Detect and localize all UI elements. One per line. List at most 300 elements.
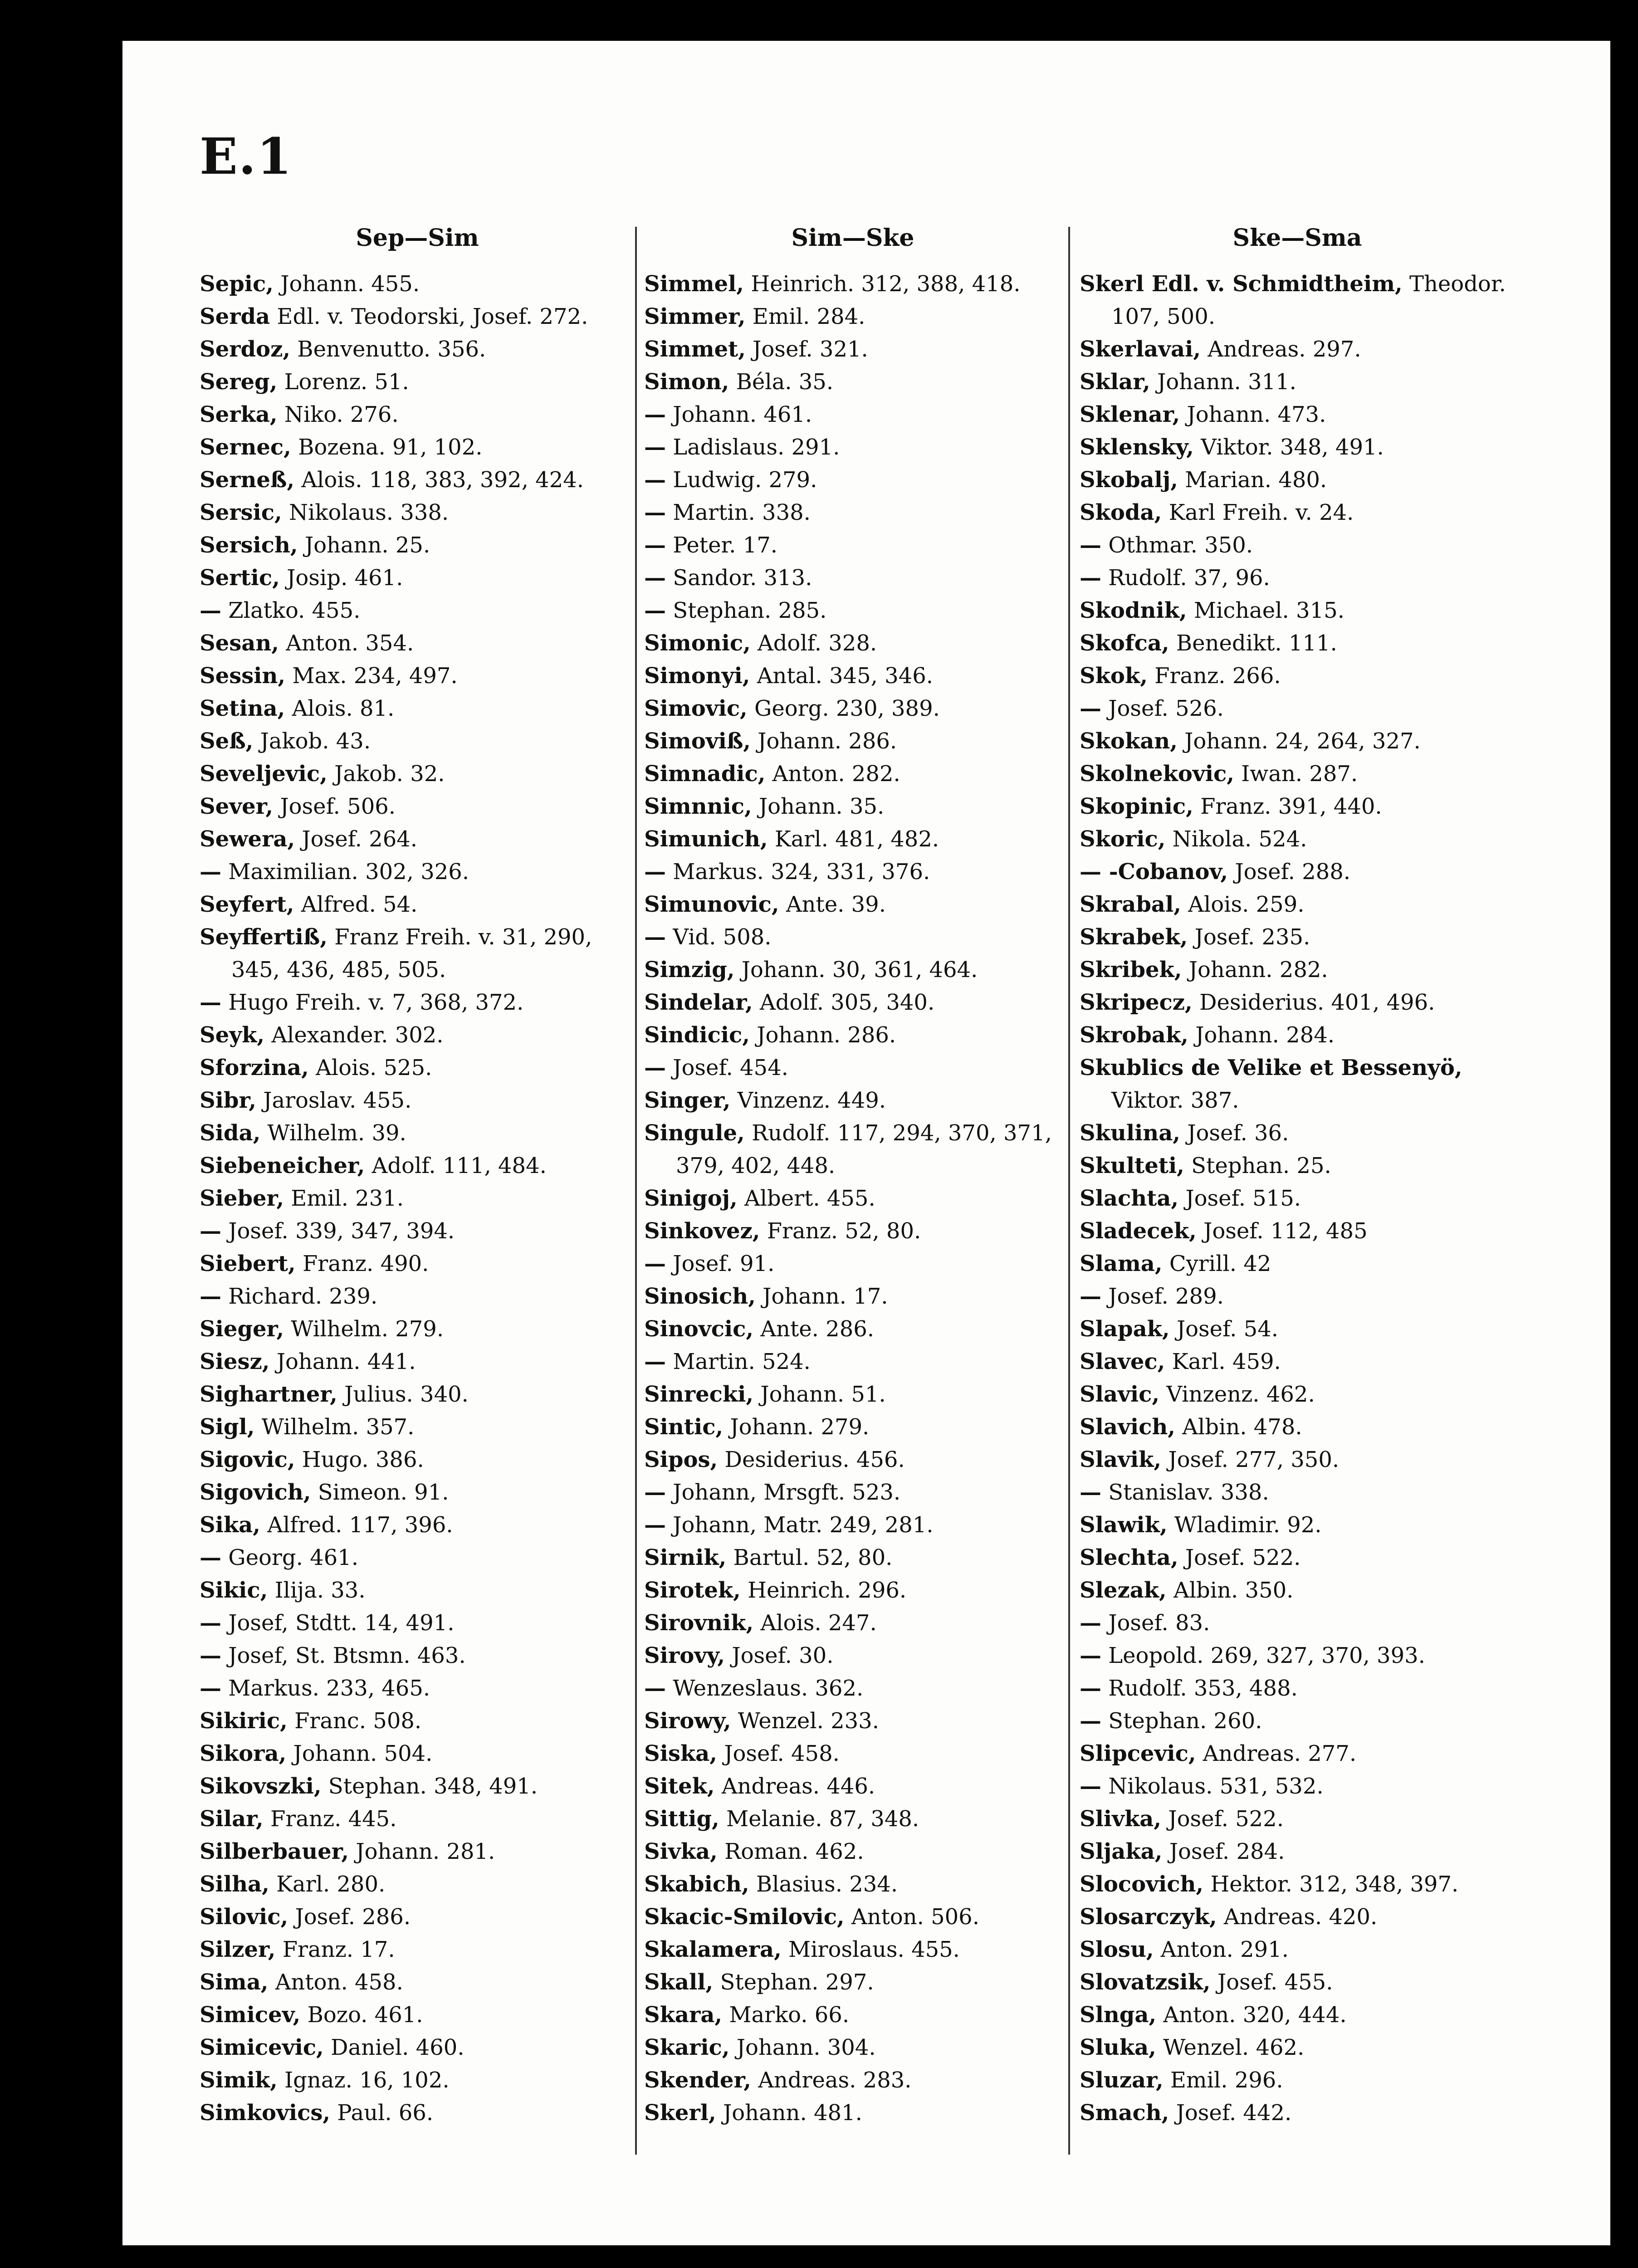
index-entry xyxy=(1080,1803,1515,1835)
entry-details: 379, 402, 448. xyxy=(676,1153,836,1178)
entry-name: — xyxy=(1080,1480,1101,1505)
entry-details: Wladimir. 92. xyxy=(1167,1512,1322,1538)
entry-details: Josef. 83. xyxy=(1101,1610,1210,1636)
entry-name: — xyxy=(644,533,666,558)
entry-name: — xyxy=(200,598,221,623)
entry-name: Sirovnik, xyxy=(644,1610,754,1636)
entry-details: Josef. 284. xyxy=(1162,1839,1285,1864)
entry-name: Sklenar, xyxy=(1080,402,1180,427)
entry-list xyxy=(1080,268,1515,2129)
entry-name: Sikovszki, xyxy=(200,1774,322,1799)
entry-details: Wilhelm. 357. xyxy=(254,1414,415,1440)
index-entry xyxy=(200,1345,635,1378)
entry-name: Simnnic, xyxy=(644,794,752,819)
index-entry xyxy=(1080,790,1515,823)
entry-details: Georg. 230, 389. xyxy=(747,696,940,721)
index-entry xyxy=(1080,1999,1515,2031)
entry-details: Rudolf. 353, 488. xyxy=(1101,1676,1298,1701)
entry-name: Skoda, xyxy=(1080,500,1162,525)
entry-details: Josef. 277, 350. xyxy=(1161,1447,1340,1472)
entry-name: Skrabek, xyxy=(1080,924,1188,950)
entry-details: Johann. 311. xyxy=(1150,369,1296,395)
entry-name: Sintic, xyxy=(644,1414,724,1440)
entry-details: Josef, Stdtt. 14, 491. xyxy=(221,1610,455,1636)
index-entry xyxy=(1080,1607,1515,1639)
entry-name: Silar, xyxy=(200,1806,264,1832)
entry-details: Nikolaus. 531, 532. xyxy=(1101,1774,1324,1799)
entry-details: Melanie. 87, 348. xyxy=(719,1806,919,1832)
entry-name: Simonic, xyxy=(644,631,751,656)
entry-name: Slosu, xyxy=(1080,1937,1154,1962)
index-entry xyxy=(200,790,635,823)
entry-details: Jakob. 43. xyxy=(253,728,371,754)
entry-name: Siebert, xyxy=(200,1251,296,1276)
entry-details: Alfred. 117, 396. xyxy=(260,1512,453,1538)
index-entry xyxy=(644,464,1061,496)
entry-name: Sklar, xyxy=(1080,369,1150,395)
index-entry xyxy=(200,1966,635,1999)
entry-details: Iwan. 287. xyxy=(1234,761,1358,787)
index-entry xyxy=(200,2031,635,2064)
index-entry xyxy=(200,1803,635,1835)
index-entry xyxy=(1080,333,1515,366)
index-entry xyxy=(200,823,635,855)
entry-details: Josef. 30. xyxy=(725,1643,834,1668)
index-entry xyxy=(644,921,1061,953)
index-entry xyxy=(200,627,635,660)
entry-details: Markus. 324, 331, 376. xyxy=(666,859,930,885)
entry-name: Slosarczyk, xyxy=(1080,1904,1217,1930)
entry-name: — xyxy=(200,1676,221,1701)
column-divider xyxy=(1068,227,1070,2155)
entry-details: Stanislav. 338. xyxy=(1101,1480,1269,1505)
index-entry xyxy=(1080,1868,1515,1901)
entry-name: Sepic, xyxy=(200,271,274,297)
entry-details: Josef. 264. xyxy=(295,826,418,852)
index-entry xyxy=(200,1770,635,1803)
entry-name: — xyxy=(1080,696,1101,721)
entry-details: Andreas. 446. xyxy=(714,1774,875,1799)
entry-name: Seveljevic, xyxy=(200,761,328,787)
index-entry xyxy=(644,2031,1061,2064)
index-entry xyxy=(644,1443,1061,1476)
entry-details: Ante. 39. xyxy=(779,892,886,917)
entry-details: Ladislaus. 291. xyxy=(666,435,840,460)
index-entry xyxy=(644,496,1061,529)
index-entry xyxy=(200,1476,635,1509)
entry-details: Josef. 286. xyxy=(288,1904,411,1930)
index-entry xyxy=(1080,1574,1515,1607)
entry-name: Skall, xyxy=(644,1970,714,1995)
entry-details: Alois. 81. xyxy=(285,696,395,721)
index-entry xyxy=(1080,758,1515,790)
entry-details: Josef. 288. xyxy=(1228,859,1351,885)
index-entry xyxy=(200,660,635,692)
entry-name: Skerl, xyxy=(644,2100,716,2126)
entry-details: Johann. 473. xyxy=(1180,402,1326,427)
index-entry xyxy=(644,1509,1061,1541)
entry-details: Blasius. 234. xyxy=(749,1872,898,1897)
entry-details: Desiderius. 401, 496. xyxy=(1192,990,1435,1015)
entry-name: Serdoz, xyxy=(200,337,291,362)
entry-details: Josef. 36. xyxy=(1180,1120,1289,1146)
index-entry xyxy=(644,366,1061,398)
index-entry xyxy=(1080,1247,1515,1280)
index-entry xyxy=(200,1215,635,1247)
entry-details: Paul. 66. xyxy=(330,2100,434,2126)
entry-name: — xyxy=(200,1643,221,1668)
index-entry xyxy=(644,823,1061,855)
entry-name: Sinkovez, xyxy=(644,1218,760,1244)
entry-name: — xyxy=(1080,1643,1101,1668)
entry-details: Leopold. 269, 327, 370, 393. xyxy=(1101,1643,1425,1668)
entry-name: Sesan, xyxy=(200,631,279,656)
index-entry xyxy=(644,1672,1061,1705)
entry-name: Sljaka, xyxy=(1080,1839,1163,1864)
index-entry xyxy=(200,431,635,464)
entry-name: Simicevic, xyxy=(200,2035,324,2060)
entry-details: Johann, Matr. 249, 281. xyxy=(666,1512,934,1538)
entry-name: Skokan, xyxy=(1080,728,1178,754)
index-entry xyxy=(644,333,1061,366)
entry-details: Anton. 291. xyxy=(1154,1937,1289,1962)
entry-name: Sikic, xyxy=(200,1578,268,1603)
index-entry xyxy=(644,1868,1061,1901)
index-entry xyxy=(1080,986,1515,1019)
index-entry xyxy=(1080,562,1515,594)
entry-details: Franz. 52, 80. xyxy=(760,1218,921,1244)
entry-details: Franc. 508. xyxy=(287,1708,422,1734)
entry-name: Sika, xyxy=(200,1512,260,1538)
entry-name: — xyxy=(644,1055,666,1080)
entry-details: Richard. 239. xyxy=(221,1284,378,1309)
index-entry xyxy=(1080,1345,1515,1378)
index-entry xyxy=(1080,431,1515,464)
entry-details: Josef. 339, 347, 394. xyxy=(221,1218,455,1244)
entry-name: Singule, xyxy=(644,1120,745,1146)
entry-name: Slawik, xyxy=(1080,1512,1168,1538)
index-entry-continuation xyxy=(1080,1084,1515,1117)
entry-details: Johann. 441. xyxy=(269,1349,416,1374)
index-entry xyxy=(644,2097,1061,2129)
index-entry xyxy=(200,855,635,888)
index-entry xyxy=(644,529,1061,562)
entry-details: Emil. 296. xyxy=(1163,2068,1283,2093)
entry-name: Skulteti, xyxy=(1080,1153,1184,1178)
entry-details: Karl. 280. xyxy=(269,1872,386,1897)
entry-details: Karl. 481, 482. xyxy=(768,826,939,852)
entry-name: Simoviß, xyxy=(644,728,751,754)
entry-details: Johann. 281. xyxy=(349,1839,495,1864)
entry-name: Skrabal, xyxy=(1080,892,1181,917)
entry-details: Josef. 112, 485 xyxy=(1196,1218,1368,1244)
entry-name: Sieber, xyxy=(200,1186,284,1211)
index-entry xyxy=(644,790,1061,823)
entry-details: Emil. 231. xyxy=(284,1186,404,1211)
index-entry xyxy=(1080,888,1515,921)
entry-details: Johann. 286. xyxy=(751,728,897,754)
entry-details: Rudolf. 117, 294, 370, 371, xyxy=(744,1120,1052,1146)
entry-details: Alfred. 54. xyxy=(294,892,418,917)
entry-name: — xyxy=(200,859,221,885)
entry-name: Sereg, xyxy=(200,369,278,395)
entry-name: — xyxy=(1080,533,1101,558)
page-corner-mark: E.1 xyxy=(200,127,293,186)
index-entry xyxy=(1080,1411,1515,1443)
index-entry xyxy=(644,398,1061,431)
entry-details: Hugo. 386. xyxy=(295,1447,424,1472)
entry-name: Sindicic, xyxy=(644,1022,750,1048)
column-header: Ske—Sma xyxy=(1232,224,1362,252)
entry-details: Martin. 524. xyxy=(666,1349,811,1374)
index-entry xyxy=(1080,529,1515,562)
index-entry xyxy=(644,986,1061,1019)
entry-name: — xyxy=(200,990,221,1015)
index-entry xyxy=(200,1999,635,2031)
index-entry xyxy=(644,1835,1061,1868)
index-entry xyxy=(200,725,635,758)
entry-details: 107, 500. xyxy=(1111,304,1216,329)
index-entry xyxy=(1080,2064,1515,2097)
entry-name: Sinigoj, xyxy=(644,1186,738,1211)
entry-name: Slocovich, xyxy=(1080,1872,1204,1897)
entry-details: Emil. 284. xyxy=(745,304,865,329)
index-entry xyxy=(200,1051,635,1084)
index-entry xyxy=(644,431,1061,464)
entry-name: Slachta, xyxy=(1080,1186,1179,1211)
entry-name: Sersic, xyxy=(200,500,282,525)
entry-name: Sittig, xyxy=(644,1806,719,1832)
entry-details: Alois. 259. xyxy=(1181,892,1305,917)
entry-name: Skalamera, xyxy=(644,1937,782,1962)
entry-details: Johann. 35. xyxy=(752,794,885,819)
index-column-3 xyxy=(1080,218,1515,2129)
index-entry xyxy=(1080,1443,1515,1476)
entry-name: Sigovic, xyxy=(200,1447,295,1472)
entry-name: Skabich, xyxy=(644,1872,749,1897)
index-entry xyxy=(1080,692,1515,725)
entry-details: Bozena. 91, 102. xyxy=(291,435,483,460)
entry-name: — xyxy=(644,1251,666,1276)
entry-name: Slavec, xyxy=(1080,1349,1165,1374)
index-entry xyxy=(1080,366,1515,398)
index-entry xyxy=(200,1247,635,1280)
entry-name: Sirovy, xyxy=(644,1643,725,1668)
entry-name: Skribek, xyxy=(1080,957,1182,982)
entry-details: Wenzel. 233. xyxy=(731,1708,879,1734)
index-entry xyxy=(1080,464,1515,496)
index-entry xyxy=(644,1770,1061,1803)
entry-details: Johann. 455. xyxy=(273,271,420,297)
index-entry xyxy=(200,594,635,627)
index-entry xyxy=(1080,1933,1515,1966)
entry-name: Slavich, xyxy=(1080,1414,1175,1440)
entry-details: Johann. 284. xyxy=(1188,1022,1335,1048)
index-entry xyxy=(1080,594,1515,627)
entry-name: Skrobak, xyxy=(1080,1022,1188,1048)
entry-details: Johann. 279. xyxy=(723,1414,870,1440)
entry-name: Sersich, xyxy=(200,533,298,558)
entry-details: Johann. 282. xyxy=(1182,957,1328,982)
index-entry xyxy=(200,529,635,562)
index-entry xyxy=(644,2064,1061,2097)
entry-details: Johann. 504. xyxy=(286,1741,433,1766)
index-entry xyxy=(1080,1051,1515,1084)
entry-details: Béla. 35. xyxy=(729,369,834,395)
entry-details: Andreas. 297. xyxy=(1201,337,1361,362)
entry-details: Stephan. 25. xyxy=(1184,1153,1331,1178)
index-entry xyxy=(644,1574,1061,1607)
index-entry xyxy=(1080,1835,1515,1868)
entry-name: Simmer, xyxy=(644,304,746,329)
index-entry xyxy=(200,1411,635,1443)
entry-name: Skerlavai, xyxy=(1080,337,1201,362)
entry-name: Serneß, xyxy=(200,467,295,493)
entry-name: Skara, xyxy=(644,2002,723,2028)
entry-details: Vid. 508. xyxy=(666,924,772,950)
entry-name: Seyffertiß, xyxy=(200,924,328,950)
entry-name: Sivka, xyxy=(644,1839,718,1864)
entry-name: Slavik, xyxy=(1080,1447,1162,1472)
entry-name: — xyxy=(644,500,666,525)
entry-name: Skripecz, xyxy=(1080,990,1193,1015)
index-entry xyxy=(1080,1705,1515,1737)
entry-details: Bozo. 461. xyxy=(300,2002,423,2028)
index-entry-continuation xyxy=(200,953,635,986)
entry-name: Simon, xyxy=(644,369,729,395)
index-entry xyxy=(200,1280,635,1313)
index-entry xyxy=(1080,1149,1515,1182)
column-header: Sep—Sim xyxy=(356,224,479,252)
index-entry xyxy=(1080,1313,1515,1345)
entry-details: Johann. 24, 264, 327. xyxy=(1177,728,1421,754)
entry-name: Sever, xyxy=(200,794,274,819)
entry-details: Adolf. 305, 340. xyxy=(753,990,935,1015)
entry-name: Silberbauer, xyxy=(200,1839,349,1864)
index-entry xyxy=(644,1345,1061,1378)
index-entry xyxy=(644,1737,1061,1770)
entry-name: — xyxy=(644,402,666,427)
index-entry xyxy=(644,1933,1061,1966)
entry-details: Johann. 481. xyxy=(716,2100,862,2126)
entry-details: Anton. 506. xyxy=(844,1904,979,1930)
index-entry xyxy=(644,1247,1061,1280)
entry-details: Stephan. 348, 491. xyxy=(321,1774,538,1799)
entry-details: Marian. 480. xyxy=(1178,467,1327,493)
entry-details: Josef. 289. xyxy=(1101,1284,1224,1309)
index-entry xyxy=(200,1019,635,1051)
entry-name: Simunich, xyxy=(644,826,768,852)
entry-details: Josef. 455. xyxy=(1210,1970,1333,1995)
entry-name: Sertic, xyxy=(200,565,280,591)
entry-name: Siska, xyxy=(644,1741,717,1766)
entry-details: Josef. 515. xyxy=(1178,1186,1301,1211)
index-entry xyxy=(200,1737,635,1770)
entry-name: Sklensky, xyxy=(1080,435,1194,460)
index-column-1 xyxy=(200,218,635,2129)
entry-details: Zlatko. 455. xyxy=(221,598,361,623)
entry-details: Josef. 526. xyxy=(1101,696,1224,721)
entry-name: — xyxy=(200,1545,221,1570)
entry-details: Alexander. 302. xyxy=(264,1022,444,1048)
entry-name: Sindelar, xyxy=(644,990,753,1015)
entry-details: Maximilian. 302, 326. xyxy=(221,859,469,885)
entry-name: Simovic, xyxy=(644,696,748,721)
index-entry-continuation xyxy=(644,1149,1061,1182)
index-entry xyxy=(200,986,635,1019)
entry-name: — xyxy=(644,435,666,460)
entry-name: Sernec, xyxy=(200,435,291,460)
entry-details: Wenzeslaus. 362. xyxy=(666,1676,864,1701)
index-entry xyxy=(200,2064,635,2097)
index-entry xyxy=(1080,496,1515,529)
entry-name: Simzig, xyxy=(644,957,735,982)
entry-name: Slivka, xyxy=(1080,1806,1162,1832)
index-entry xyxy=(200,921,635,953)
entry-details: Alois. 118, 383, 392, 424. xyxy=(294,467,584,493)
entry-name: — xyxy=(200,1284,221,1309)
entry-details: Anton. 458. xyxy=(268,1970,403,1995)
entry-details: Josef. 506. xyxy=(273,794,396,819)
entry-details: Josef. 91. xyxy=(666,1251,775,1276)
entry-details: Georg. 461. xyxy=(221,1545,358,1570)
index-entry xyxy=(644,594,1061,627)
index-entry xyxy=(644,1019,1061,1051)
entry-name: — xyxy=(1080,1284,1101,1309)
entry-name: Sighartner, xyxy=(200,1382,337,1407)
index-entry xyxy=(1080,2031,1515,2064)
entry-details: Ignaz. 16, 102. xyxy=(277,2068,450,2093)
entry-details: Josef. 458. xyxy=(717,1741,840,1766)
entry-name: Seß, xyxy=(200,728,254,754)
index-entry xyxy=(200,692,635,725)
index-entry xyxy=(1080,855,1515,888)
entry-details: Rudolf. 37, 96. xyxy=(1101,565,1270,591)
entry-name: Simnadic, xyxy=(644,761,766,787)
entry-name: Setina, xyxy=(200,696,285,721)
entry-details: Josef. 54. xyxy=(1169,1316,1278,1342)
index-entry xyxy=(644,1705,1061,1737)
entry-details: Josef. 321. xyxy=(745,337,868,362)
index-entry xyxy=(200,1509,635,1541)
entry-name: Skolnekovic, xyxy=(1080,761,1234,787)
entry-name: — xyxy=(1080,1708,1101,1734)
index-entry xyxy=(200,1639,635,1672)
entry-name: Sipos, xyxy=(644,1447,718,1472)
entry-name: Sewera, xyxy=(200,826,295,852)
entry-name: Serda xyxy=(200,304,270,329)
entry-details: Josef, St. Btsmn. 463. xyxy=(221,1643,466,1668)
index-entry xyxy=(1080,1770,1515,1803)
entry-name: Sirowy, xyxy=(644,1708,731,1734)
entry-details: Josef. 235. xyxy=(1188,924,1310,950)
entry-details: Josef. 454. xyxy=(666,1055,788,1080)
index-entry xyxy=(200,1901,635,1933)
entry-details: Michael. 315. xyxy=(1187,598,1345,623)
index-entry xyxy=(200,1933,635,1966)
index-entry xyxy=(200,1868,635,1901)
entry-name: Sikiric, xyxy=(200,1708,288,1734)
index-entry xyxy=(1080,1378,1515,1411)
entry-details: Alois. 247. xyxy=(753,1610,877,1636)
entry-details: Miroslaus. 455. xyxy=(781,1937,960,1962)
entry-name: Sima, xyxy=(200,1970,269,1995)
entry-name: Skoric, xyxy=(1080,826,1166,852)
entry-name: Sirotek, xyxy=(644,1578,741,1603)
entry-details: Wilhelm. 39. xyxy=(260,1120,406,1146)
index-entry xyxy=(1080,1541,1515,1574)
entry-name: Seyfert, xyxy=(200,892,294,917)
